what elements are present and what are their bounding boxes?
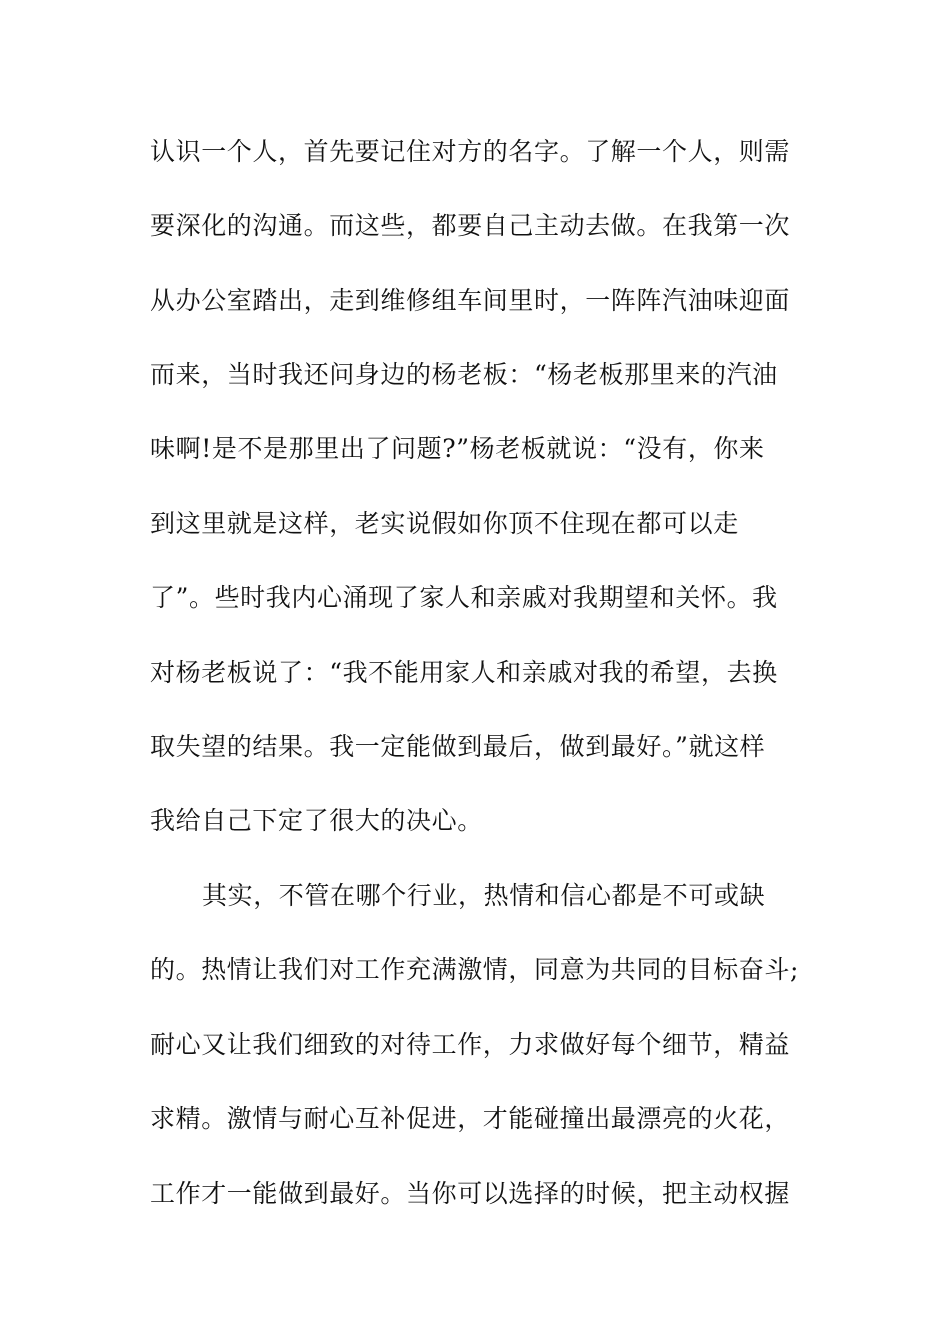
text-line: 味啊!是不是那里出了问题?”杨老板就说：“没有，你来: [150, 434, 765, 463]
text-line: 对杨老板说了：“我不能用家人和亲戚对我的希望，去换: [150, 658, 778, 687]
text-line: 的。热情让我们对工作充满激情，同意为共同的目标奋斗;: [150, 955, 800, 984]
text-line: 求精。激情与耐心互补促进，才能碰撞出最漂亮的火花，: [150, 1104, 791, 1133]
paragraph-first-line: 其实，不管在哪个行业，热情和信心都是不可或缺: [202, 881, 766, 910]
text-line: 而来，当时我还问身边的杨老板：“杨老板那里来的汽油: [150, 360, 778, 389]
text-line: 了”。些时我内心涌现了家人和亲戚对我期望和关怀。我: [150, 583, 778, 612]
text-line: 我给自己下定了很大的决心。: [150, 806, 483, 835]
text-line: 工作才一能做到最好。当你可以选择的时候，把主动权握: [150, 1179, 791, 1208]
text-line: 耐心又让我们细致的对待工作，力求做好每个细节，精益: [150, 1030, 791, 1059]
text-line: 要深化的沟通。而这些，都要自己主动去做。在我第一次: [150, 211, 791, 240]
text-line: 取失望的结果。我一定能做到最后，做到最好。”就这样: [150, 732, 766, 761]
text-line: 认识一个人，首先要记住对方的名字。了解一个人，则需: [150, 137, 791, 166]
text-line: 从办公室踏出，走到维修组车间里时，一阵阵汽油味迎面: [150, 286, 791, 315]
text-line: 到这里就是这样，老实说假如你顶不住现在都可以走: [150, 509, 739, 538]
